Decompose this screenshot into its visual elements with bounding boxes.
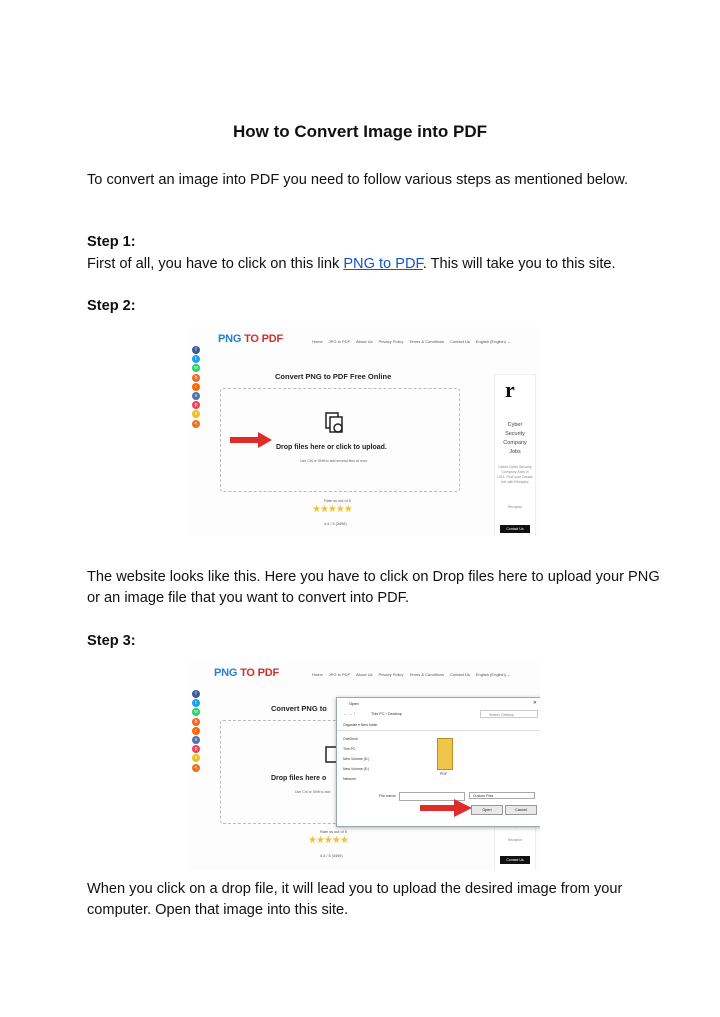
nav-jpg-to-pdf: JPG to PDF bbox=[328, 672, 351, 677]
share-icon: s bbox=[192, 754, 200, 762]
converter-heading: Convert PNG to PDF Free Online bbox=[275, 372, 392, 381]
document-title: How to Convert Image into PDF bbox=[232, 122, 488, 141]
step2-description: The website looks like this. Here you have to click on Drop files here to upload your PNG or an image file that you want to convert into PDF. bbox=[87, 569, 660, 606]
step1-text-after: . This will take you to this site. bbox=[422, 256, 616, 272]
share-more-icon: < bbox=[192, 764, 200, 772]
site-nav bbox=[312, 339, 516, 344]
step3-description: When you click on a drop file, it will lead you to upload the desired image from your computer. Open that image into this site. bbox=[87, 881, 623, 918]
sidebar-onedrive[interactable]: OneDrive bbox=[343, 737, 358, 741]
rate-label: Rate us out of 5 bbox=[324, 499, 351, 503]
share-more-icon: < bbox=[192, 420, 200, 428]
nav-arrows-icon[interactable]: ← → ↑ bbox=[343, 711, 356, 716]
ad-contact-button: Contact Us bbox=[500, 856, 530, 864]
drop-subtext: Use Ctrl or Shift to add bbox=[295, 790, 331, 794]
nav-language: English (English) ⌄ bbox=[475, 672, 511, 677]
nav-contact: Contact Us bbox=[450, 672, 470, 677]
dialog-title: Open bbox=[349, 701, 359, 706]
step1-label: Step 1: bbox=[87, 234, 136, 250]
ad-contact-button: Contact Us bbox=[500, 525, 530, 533]
sidebar-this-pc[interactable]: This PC bbox=[343, 747, 356, 751]
nav-home: Home bbox=[312, 672, 323, 677]
converter-heading: Convert PNG to bbox=[271, 704, 327, 713]
folder-label[interactable]: PDF bbox=[440, 772, 447, 776]
website-screenshot-1 bbox=[188, 326, 538, 536]
ad-banner bbox=[494, 374, 536, 536]
nav-terms: Terms & Conditions bbox=[409, 672, 445, 677]
social-share-bar bbox=[192, 690, 201, 773]
step1-paragraph bbox=[87, 254, 668, 275]
site-nav bbox=[312, 672, 516, 677]
rate-label: Rate us out of 5 bbox=[320, 830, 347, 834]
nav-about: About Us bbox=[356, 339, 373, 344]
rating-score: 4.4 / 5 (3496) bbox=[324, 522, 347, 526]
site-logo: PNG TO PDF bbox=[214, 667, 280, 679]
sidebar-volume-d[interactable]: New Volume (D:) bbox=[343, 757, 370, 761]
nav-contact: Contact Us bbox=[450, 339, 470, 344]
ad-brand: Recaptor bbox=[507, 505, 523, 509]
nav-language: English (English) ⌄ bbox=[475, 339, 511, 344]
step1-text-before: First of all, you have to click on this link bbox=[87, 256, 344, 272]
drop-text: Drop files here or click to upload. bbox=[276, 444, 387, 451]
whatsapp-icon: w bbox=[192, 364, 200, 372]
site-logo: PNG TO PDF bbox=[218, 333, 284, 345]
website-screenshot-2 bbox=[188, 660, 540, 870]
facebook-icon: f bbox=[192, 346, 200, 354]
ad-title: Cyber Security Company Jobs bbox=[503, 422, 527, 455]
twitter-icon: t bbox=[192, 355, 200, 363]
png-to-pdf-link[interactable]: PNG to PDF bbox=[343, 256, 423, 272]
nav-privacy: Privacy Policy bbox=[378, 672, 404, 677]
dialog-toolbar[interactable]: Organize ▾ New folder bbox=[343, 723, 378, 727]
vk-icon: v bbox=[192, 736, 200, 744]
sidebar-network[interactable]: Network bbox=[343, 777, 356, 781]
open-button[interactable]: Open bbox=[471, 805, 503, 815]
cancel-button[interactable]: Cancel bbox=[505, 805, 537, 815]
blogger-icon: b bbox=[192, 374, 200, 382]
step2-label: Step 2: bbox=[87, 298, 136, 314]
reddit-icon: r bbox=[192, 383, 200, 391]
sidebar-volume-e[interactable]: New Volume (E:) bbox=[343, 767, 370, 771]
nav-about: About Us bbox=[356, 672, 373, 677]
red-arrow-icon bbox=[418, 796, 474, 820]
red-arrow-icon bbox=[228, 430, 274, 450]
pocket-icon: p bbox=[192, 401, 200, 409]
rating-score: 4.4 / 5 (3496) bbox=[320, 854, 343, 858]
nav-home: Home bbox=[312, 339, 323, 344]
files-icon bbox=[324, 411, 346, 437]
blogger-icon: b bbox=[192, 718, 200, 726]
file-name-label: File name: bbox=[379, 794, 397, 798]
pocket-icon: p bbox=[192, 745, 200, 753]
nav-jpg-to-pdf: JPG to PDF bbox=[328, 339, 351, 344]
ad-brand: Recaptor bbox=[507, 838, 523, 842]
step3-label: Step 3: bbox=[87, 633, 136, 649]
ad-description: Latest Cyber Security Company Jobs in USA. Find your Dream Job with Recaptor. bbox=[497, 465, 533, 484]
share-icon: s bbox=[192, 410, 200, 418]
reddit-icon: r bbox=[192, 727, 200, 735]
nav-privacy: Privacy Policy bbox=[378, 339, 404, 344]
divider bbox=[337, 730, 540, 731]
drop-text: Drop files here o bbox=[271, 775, 327, 782]
vk-icon: v bbox=[192, 392, 200, 400]
intro-paragraph: To convert an image into PDF you need to follow various steps as mentioned below. bbox=[87, 172, 629, 188]
rating-stars: ★★★★★ bbox=[312, 504, 352, 515]
close-icon[interactable]: ✕ bbox=[532, 700, 537, 706]
social-share-bar bbox=[192, 346, 201, 429]
twitter-icon: t bbox=[192, 699, 200, 707]
dialog-search[interactable]: Search Desktop bbox=[480, 710, 538, 718]
whatsapp-icon: w bbox=[192, 708, 200, 716]
drop-subtext: Use Ctrl or Shift to add several files at once bbox=[300, 459, 368, 463]
folder-icon[interactable] bbox=[437, 738, 453, 770]
dialog-path: This PC › Desktop bbox=[371, 712, 402, 716]
ad-logo: r bbox=[505, 377, 515, 402]
rating-stars: ★★★★★ bbox=[308, 835, 348, 846]
facebook-icon: f bbox=[192, 690, 200, 698]
dialog-sidebar bbox=[343, 734, 369, 784]
nav-terms: Terms & Conditions bbox=[409, 339, 445, 344]
file-type-select[interactable]: Custom Files bbox=[469, 792, 535, 799]
